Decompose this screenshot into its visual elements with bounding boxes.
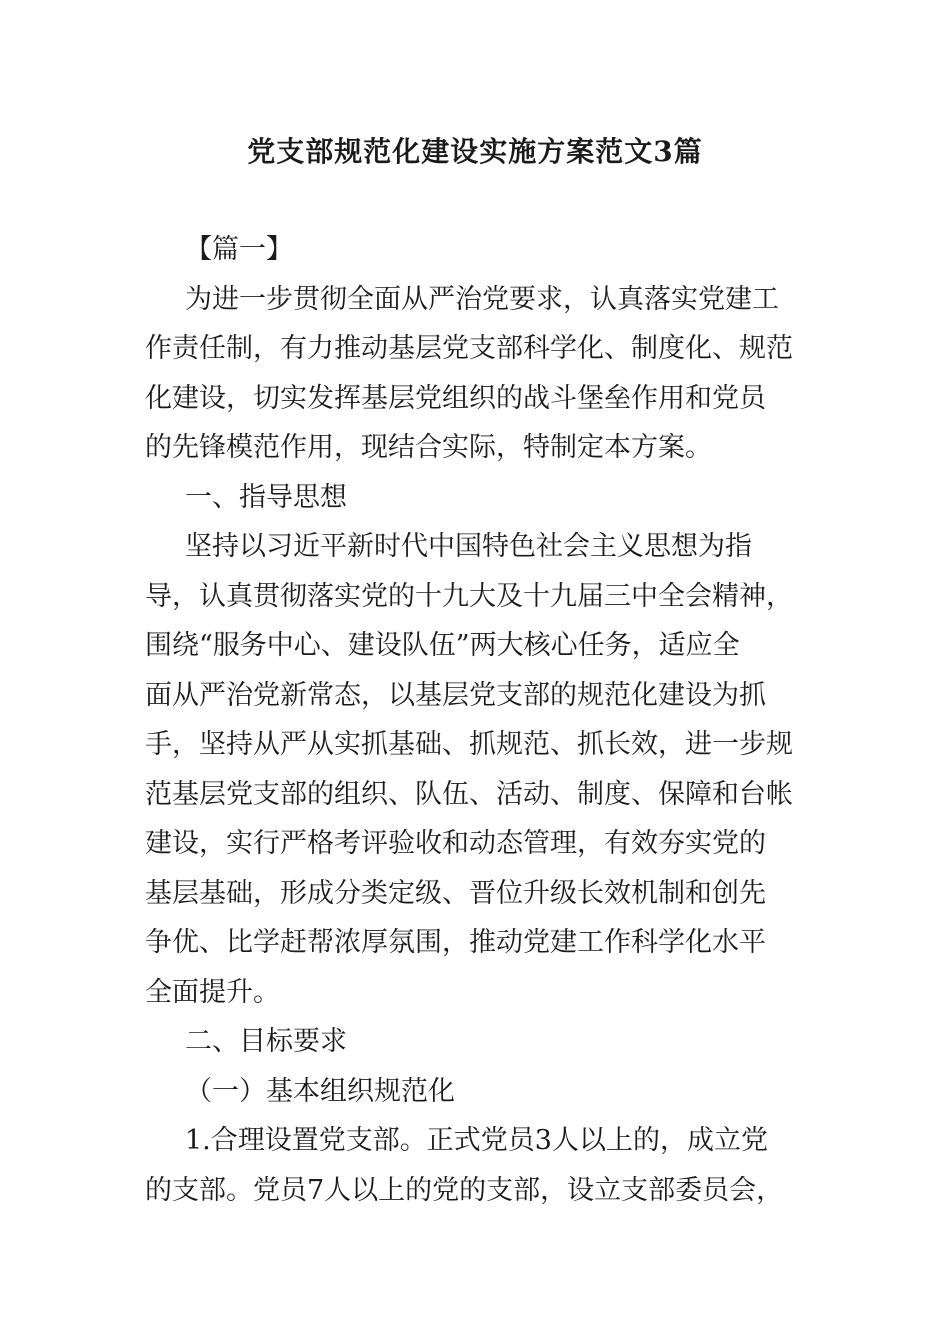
paragraph-line: 化建设，切实发挥基层党组织的战斗堡垒作用和党员 xyxy=(145,382,766,414)
paragraph-line: 导，认真贯彻落实党的十九大及十九届三中全会精神， xyxy=(145,580,793,612)
paragraph-line: 建设，实行严格考评验收和动态管理，有效夯实党的 xyxy=(145,828,766,859)
document-title: 党支部规范化建设实施方案范文3篇 xyxy=(247,135,703,168)
paragraph-line: 手，坚持从严从实抓基础、抓规范、抓长效，进一步规 xyxy=(145,729,793,760)
section-label: 【篇一】 xyxy=(185,234,293,265)
paragraph-line: 作责任制，有力推动基层党支部科学化、制度化、规范 xyxy=(145,333,793,364)
paragraph-line: 基层基础，形成分类定级、晋位升级长效机制和创先 xyxy=(145,877,766,909)
paragraph-line: 全面提升。 xyxy=(145,976,280,1008)
document-body xyxy=(145,225,815,1215)
paragraph-line: 1.合理设置党支部。正式党员3人以上的，成立党 xyxy=(185,1125,768,1156)
paragraph-line: 的支部。党员7人以上的党的支部，设立支部委员会， xyxy=(145,1174,784,1206)
paragraph-line: 范基层党支部的组织、队伍、活动、制度、保障和台帐 xyxy=(145,778,793,810)
paragraph-line: 围绕“服务中心、建设队伍”两大核心任务，适应全 xyxy=(145,630,740,661)
paragraph-line: 为进一步贯彻全面从严治党要求，认真落实党建工 xyxy=(185,283,779,315)
paragraph-line: 争优、比学赶帮浓厚氛围，推动党建工作科学化水平 xyxy=(145,927,766,958)
section-heading: 一、指导思想 xyxy=(185,481,347,513)
section-heading: 二、目标要求 xyxy=(185,1026,347,1057)
paragraph-line: 面从严治党新常态，以基层党支部的规范化建设为抓 xyxy=(145,679,766,711)
paragraph-line: 坚持以习近平新时代中国特色社会主义思想为指 xyxy=(185,531,752,562)
paragraph-line: 的先锋模范作用，现结合实际，特制定本方案。 xyxy=(145,432,712,463)
subsection-heading: （一）基本组织规范化 xyxy=(185,1075,455,1107)
